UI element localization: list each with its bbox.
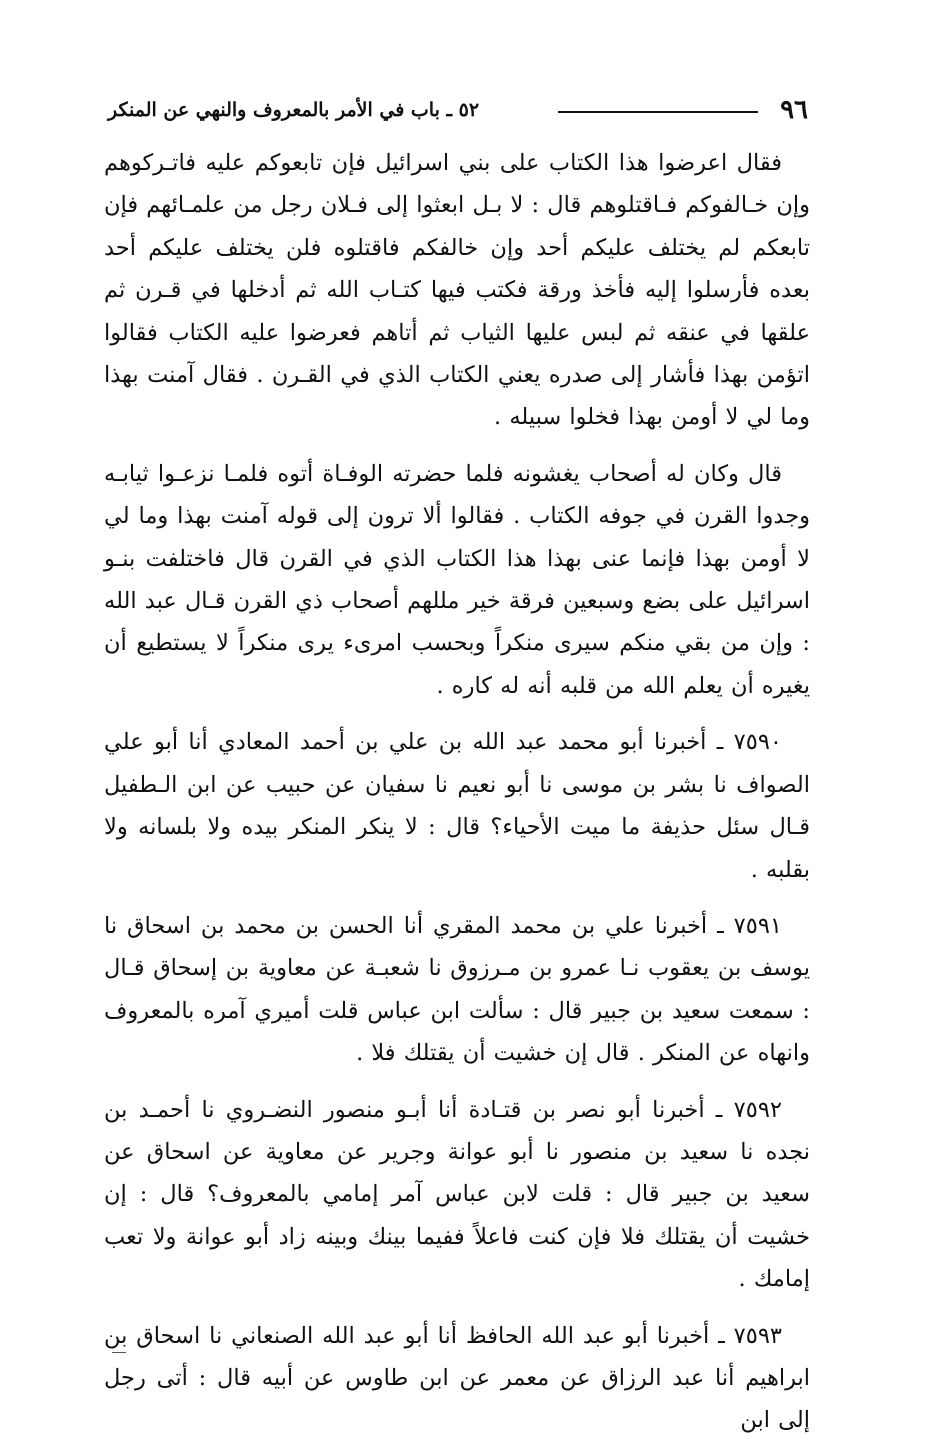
hadith-7591: ٧٥٩١ ـ أخبرنا علي بن محمد المقري أنا الحسن بن محمد بن اسحاق نا يوسف بن يعقوب نـا عمرو بن مـرزوق نا شعبـة عن معاوية بن إسحاق قـال : سمعت سعيد بن جبير قال : سألت ابن عباس قلت أميري آمره بالمعروف وانهاه عن المنكر . قال إن خشيت أن يقتلك فلا .: [104, 912, 810, 1067]
header-rule: [558, 111, 758, 113]
hadith-7593: ٧٥٩٣ ـ أخبرنا أبو عبد الله الحافظ أنا أبو عبد الله الصنعاني نا اسحاق بن ابراهيم أنا عبد الرزاق عن معمر عن ابن طاوس عن أبيه قال : أتى رجل إلى ابن: [104, 1322, 810, 1434]
page-header: [108, 92, 808, 128]
page-body: [104, 142, 810, 1456]
page-number: ٩٦: [780, 95, 808, 125]
paragraph: قال وكان له أصحاب يغشونه فلما حضرته الوفـاة أتوه فلمـا نزعـوا ثيابـه وجدوا القرن في جوفه الكتاب . فقالوا ألا ترون إلى قوله آمنت بهذا وما لي لا أومن بهذا فإنما عنى بهذا هذا الكتاب الذي في القرن قال فاختلفت بنـو اسرائيل على بضع وسبعين فرقة خير مللهم أصحاب ذي القرن قـال عبد الله : وإن من بقي منكم سيرى منكراً وبحسب امرىء يرى منكراً لا يستطيع أن يغيره أن يعلم الله من قلبه أنه له كاره .: [104, 460, 810, 699]
footer-mark: [112, 1352, 126, 1356]
paragraph: فقال اعرضوا هذا الكتاب على بني اسرائيل فإن تابعوكم عليه فاتـركوهم وإن خـالفوكم فـاقتلوهم قال : لا بـل ابعثوا إلى فـلان رجل من علمـائهم فإن تابعكم لم يختلف عليكم أحد وإن خالفكم فاقتلوه فلن يختلف عليكم أحد بعده فأرسلوا إليه فأخذ ورقة فكتب فيها كتـاب الله ثم أدخلها في قـرن ثم علقها في عنقه ثم لبس عليها الثياب ثم أتاهم فعرضوا عليه الكتاب فقالوا اتؤمن بهذا فأشار إلى صدره يعني الكتاب الذي في القـرن . فقال آمنت بهذا وما لي لا أومن بهذا فخلوا سبيله .: [104, 150, 810, 431]
hadith-7592: ٧٥٩٢ ـ أخبرنا أبو نصر بن قتـادة أنا أبـو منصور النضـروي نا أحمـد بن نجده نا سعيد بن منصور نا أبو عوانة وجرير عن معاوية عن اسحاق عن سعيد بن جبير قال : قلت لابن عباس آمر إمامي بالمعروف؟ قال : إن خشيت أن يقتلك فلا فإن كنت فاعلاً ففيما بينك وبينه زاد أبو عوانة ولا تعب إمامك .: [104, 1096, 810, 1293]
hadith-7590: ٧٥٩٠ ـ أخبرنا أبو محمد عبد الله بن علي بن أحمد المعادي أنا أبو علي الصواف نا بشر بن موسى نا أبو نعيم نا سفيان عن حبيب عن ابن الـطفيل قـال سئل حذيفة ما ميت الأحياء؟ قال : لا ينكر المنكر بيده ولا بلسانه ولا بقلبه .: [104, 729, 810, 883]
chapter-title: ٥٢ ـ باب في الأمر بالمعروف والنهي عن المنكر: [108, 99, 480, 121]
